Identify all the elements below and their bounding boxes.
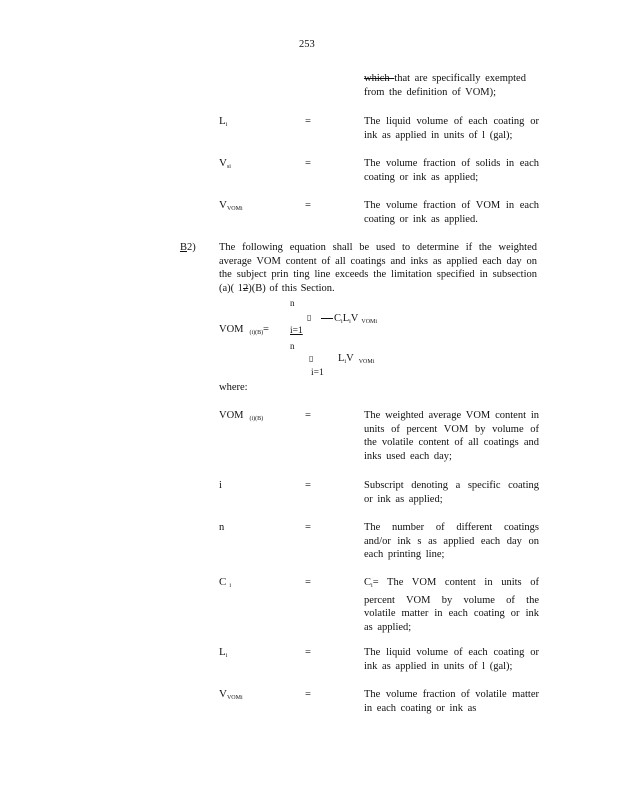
definition-li-bottom: The liquid volume of each coating or ink as applied in units of l (gal);	[364, 647, 539, 672]
definition-vsi: The volume fraction of solids in each coating or ink as applied;	[364, 158, 539, 183]
sum-upper-limit-bottom: n	[290, 341, 295, 351]
sum-upper-limit: n	[290, 298, 295, 308]
symbol-n: n	[219, 522, 225, 533]
struck-word: which	[364, 73, 395, 84]
equals-sign: =	[305, 410, 311, 421]
equals-sign: =	[305, 480, 311, 491]
symbol-vom: VOM $_{(i)(B)}$	[219, 410, 264, 422]
symbol-li-bottom: $L_i$	[219, 646, 228, 659]
continuation-line-1: that are specifically exempted	[394, 73, 526, 84]
equals-sign: =	[305, 158, 311, 169]
symbol-i: i	[219, 480, 222, 491]
definition-vvomi-bottom: The volume fraction of volatile matter in each coating or ink as	[364, 689, 539, 714]
sum-index-bottom: i=1	[311, 368, 324, 378]
equation-lhs: VOM $_{(i)(B)}$	[219, 324, 264, 336]
sigma-symbol: ▯	[307, 313, 312, 322]
where-label: where:	[219, 382, 248, 393]
equals-sign: =	[305, 522, 311, 533]
page-number: 253	[299, 39, 315, 50]
definition-n: The number of different coatings and/or ink s as applied each day on each printing line;	[364, 522, 539, 560]
symbol-vsi: $V_{si}$	[219, 157, 231, 170]
continuation-text	[364, 72, 542, 99]
definition-ci: $C_i=$ The VOM content in units of percent VOM by volume of the volatile matter in each coating or ink as applied;	[364, 577, 539, 633]
denominator: $L_iV$ $_{VOMi}$	[338, 353, 375, 365]
continuation-line-2: from the definition of VOM);	[364, 86, 497, 98]
symbol-li: $L_i$	[219, 115, 228, 128]
subsection-label: B2)	[180, 242, 196, 253]
definition-vvomi: The volume fraction of VOM in each coating or ink as applied.	[364, 200, 539, 225]
equation-equals: =	[263, 324, 269, 335]
symbol-vvomi-bottom: $V_{VOMi}$	[219, 688, 243, 701]
sum-index-top: i=1	[290, 326, 303, 336]
equals-sign: =	[305, 200, 311, 211]
equals-sign: =	[305, 647, 311, 658]
definition-li: The liquid volume of each coating or ink as applied in units of l (gal);	[364, 116, 539, 141]
equals-sign: =	[305, 577, 311, 588]
paragraph-text: The following equation shall be used to determine if the weighted average VOM content of all coatings and inks as applied each day on the subject prin ting line exceeds the limitation specified in subsection (a)( 12)(B) of this Section.	[219, 242, 537, 294]
definition-i: Subscript denoting a specific coating or ink as applied;	[364, 480, 539, 505]
sigma-symbol-bottom: ▯	[309, 354, 314, 363]
dash-rule	[321, 318, 333, 319]
symbol-vvomi: $V_{VOMi}$	[219, 199, 243, 212]
equals-sign: =	[305, 116, 311, 127]
numerator: $C_iL_iV$ $_{VOMi}$	[334, 313, 378, 325]
symbol-ci: C $_i$	[219, 576, 232, 589]
definition-vom: The weighted average VOM content in units of percent VOM by volume of the volatile content of all coatings and inks used each day;	[364, 410, 539, 462]
equals-sign: =	[305, 689, 311, 700]
